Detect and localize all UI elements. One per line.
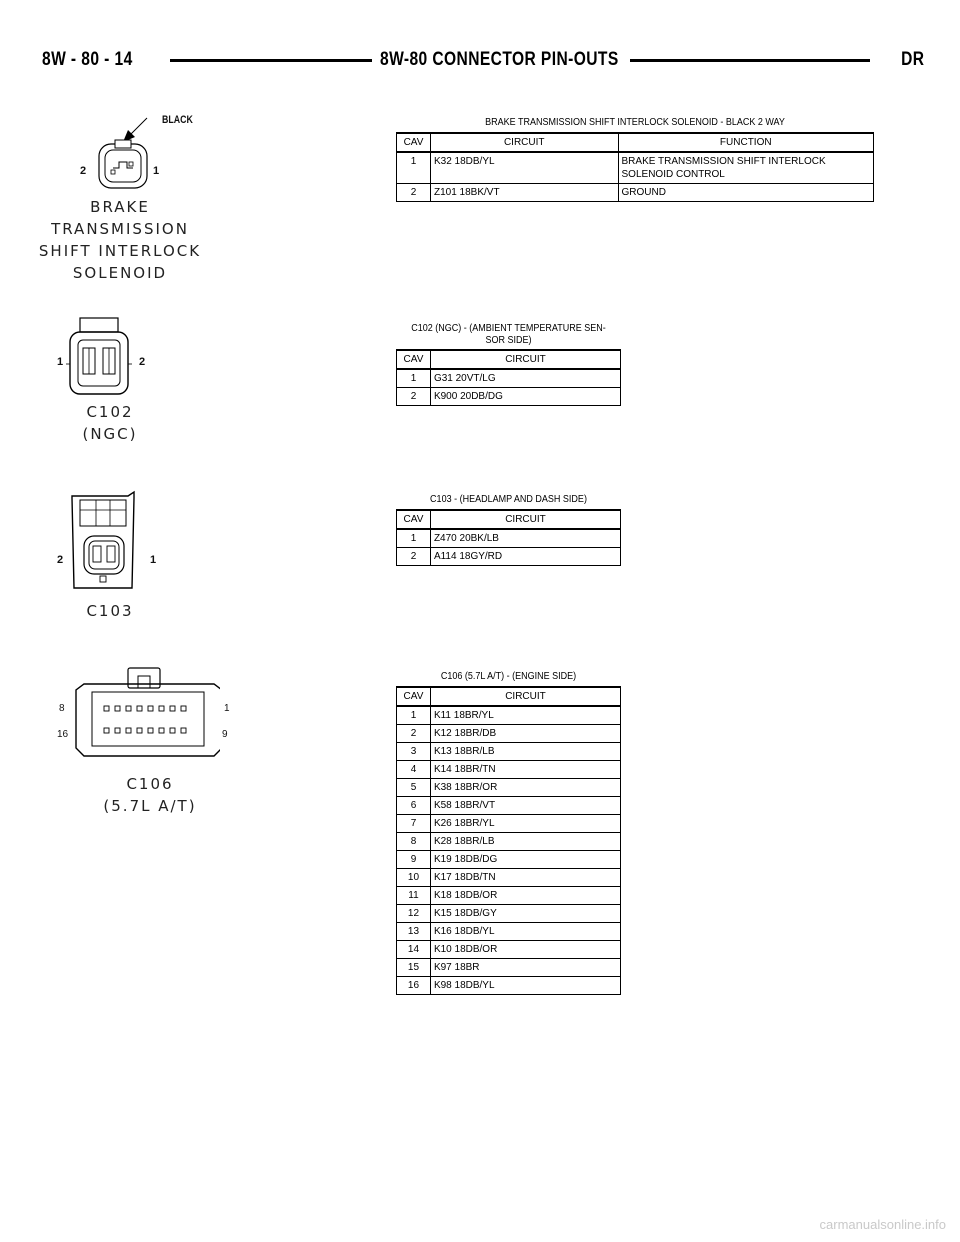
- table-row: [397, 797, 621, 815]
- cell-circuit: K38 18BR/OR: [430, 779, 620, 797]
- header-cav: CAV: [397, 350, 431, 369]
- table-row: [397, 152, 874, 184]
- cell-cav: 1: [397, 369, 431, 388]
- cell-circuit: K17 18DB/TN: [430, 869, 620, 887]
- cell-circuit: K32 18DB/YL: [430, 152, 618, 184]
- cell-cav: 2: [397, 725, 431, 743]
- c106-pinout-table: [396, 686, 621, 995]
- cell-circuit: Z101 18BK/VT: [430, 184, 618, 202]
- cell-cav: 2: [397, 388, 431, 406]
- cell-circuit: K97 18BR: [430, 959, 620, 977]
- c103-pin-right: 1: [150, 554, 157, 566]
- cell-circuit: K15 18DB/GY: [430, 905, 620, 923]
- header-circuit: CIRCUIT: [430, 133, 618, 152]
- header-circuit: CIRCUIT: [430, 350, 620, 369]
- cell-cav: 9: [397, 851, 431, 869]
- cell-circuit: K10 18DB/OR: [430, 941, 620, 959]
- cell-cav: 12: [397, 905, 431, 923]
- c102-pinout-table: [396, 349, 621, 406]
- table-row: [397, 941, 621, 959]
- table-row: [397, 725, 621, 743]
- cell-circuit: K26 18BR/YL: [430, 815, 620, 833]
- cell-cav: 5: [397, 779, 431, 797]
- header-circuit: CIRCUIT: [430, 510, 620, 529]
- table-row: [397, 706, 621, 725]
- cell-circuit: K58 18BR/VT: [430, 797, 620, 815]
- c103-connector-name: C103: [86, 602, 134, 620]
- c102-table-caption: C102 (NGC) - (AMBIENT TEMPERATURE SEN- SOR SIDE): [411, 323, 606, 346]
- cell-cav: 11: [397, 887, 431, 905]
- header-cav: CAV: [397, 510, 431, 529]
- cell-circuit: G31 20VT/LG: [430, 369, 620, 388]
- cell-circuit: K14 18BR/TN: [430, 761, 620, 779]
- cell-cav: 1: [397, 529, 431, 548]
- c103-table-caption: C103 - (HEADLAMP AND DASH SIDE): [430, 494, 587, 505]
- c106-connector-icon: [70, 664, 220, 764]
- cell-cav: 4: [397, 761, 431, 779]
- cell-circuit: A114 18GY/RD: [430, 548, 620, 566]
- table-row: [397, 743, 621, 761]
- table-row: [397, 369, 621, 388]
- cell-function: BRAKE TRANSMISSION SHIFT INTERLOCK SOLENOID CONTROL: [618, 152, 873, 184]
- cell-circuit: K18 18DB/OR: [430, 887, 620, 905]
- cell-cav: 1: [397, 706, 431, 725]
- cell-cav: 8: [397, 833, 431, 851]
- brake-connector-name: BRAKE TRANSMISSION SHIFT INTERLOCK SOLENOID: [38, 198, 202, 282]
- table-row: [397, 548, 621, 566]
- c106-pin-top-right: 1: [224, 703, 230, 714]
- header-circuit: CIRCUIT: [430, 687, 620, 706]
- cell-cav: 16: [397, 977, 431, 995]
- table-row: [397, 851, 621, 869]
- table-row: [397, 977, 621, 995]
- cell-circuit: K900 20DB/DG: [430, 388, 620, 406]
- table-row: [397, 905, 621, 923]
- cell-cav: 7: [397, 815, 431, 833]
- table-row: [397, 388, 621, 406]
- cell-cav: 14: [397, 941, 431, 959]
- cell-cav: 3: [397, 743, 431, 761]
- c102-connector-name: C102 (NGC): [82, 403, 138, 443]
- c106-connector-name: C106 (5.7L A/T): [103, 775, 197, 815]
- c106-pin-bottom-right: 9: [222, 729, 228, 740]
- table-header-row: [397, 687, 621, 706]
- cell-cav: 2: [397, 184, 431, 202]
- header-cav: CAV: [397, 133, 431, 152]
- table-row: [397, 869, 621, 887]
- cell-circuit: K13 18BR/LB: [430, 743, 620, 761]
- cell-circuit: Z470 20BK/LB: [430, 529, 620, 548]
- c106-pin-bottom-left: 16: [57, 729, 69, 740]
- c102-pin-right: 2: [139, 356, 146, 368]
- c106-pin-top-left: 8: [59, 703, 65, 714]
- c103-connector-icon: [62, 490, 162, 598]
- table-header-row: [397, 350, 621, 369]
- watermark: carmanualsonline.info: [819, 1217, 946, 1232]
- c103-pinout-table: [396, 509, 621, 566]
- cell-cav: 1: [397, 152, 431, 184]
- cell-circuit: K12 18BR/DB: [430, 725, 620, 743]
- page-title: 8W-80 CONNECTOR PIN-OUTS: [380, 49, 619, 70]
- brake-pin-right: 1: [153, 165, 160, 177]
- table-header-row: [397, 510, 621, 529]
- table-row: [397, 959, 621, 977]
- table-header-row: [397, 133, 874, 152]
- header-rule-right: [630, 59, 870, 62]
- cell-function: GROUND: [618, 184, 873, 202]
- brake-pinout-table: [396, 132, 874, 202]
- table-row: [397, 761, 621, 779]
- table-row: [397, 887, 621, 905]
- table-row: [397, 833, 621, 851]
- c102-pin-left: 1: [57, 356, 64, 368]
- page-header: [42, 47, 924, 73]
- brake-pin-left: 2: [80, 165, 87, 177]
- c106-table-caption: C106 (5.7L A/T) - (ENGINE SIDE): [440, 671, 577, 682]
- c103-pin-left: 2: [57, 554, 64, 566]
- cell-cav: 6: [397, 797, 431, 815]
- table-row: [397, 529, 621, 548]
- c102-connector-icon: [62, 316, 142, 398]
- cell-circuit: K19 18DB/DG: [430, 851, 620, 869]
- header-cav: CAV: [397, 687, 431, 706]
- brake-table-caption: BRAKE TRANSMISSION SHIFT INTERLOCK SOLENOID - BLACK 2 WAY: [485, 117, 785, 128]
- cell-cav: 2: [397, 548, 431, 566]
- cell-circuit: K98 18DB/YL: [430, 977, 620, 995]
- model-code: DR: [900, 49, 924, 70]
- table-row: [397, 779, 621, 797]
- cell-circuit: K11 18BR/YL: [430, 706, 620, 725]
- cell-cav: 13: [397, 923, 431, 941]
- header-function: FUNCTION: [618, 133, 873, 152]
- header-rule-left: [170, 59, 372, 62]
- cell-circuit: K16 18DB/YL: [430, 923, 620, 941]
- table-row: [397, 923, 621, 941]
- cell-circuit: K28 18BR/LB: [430, 833, 620, 851]
- cell-cav: 15: [397, 959, 431, 977]
- table-row: [397, 815, 621, 833]
- cell-cav: 10: [397, 869, 431, 887]
- table-row: [397, 184, 874, 202]
- brake-color-callout: BLACK: [162, 114, 193, 126]
- page-number: 8W - 80 - 14: [42, 49, 133, 70]
